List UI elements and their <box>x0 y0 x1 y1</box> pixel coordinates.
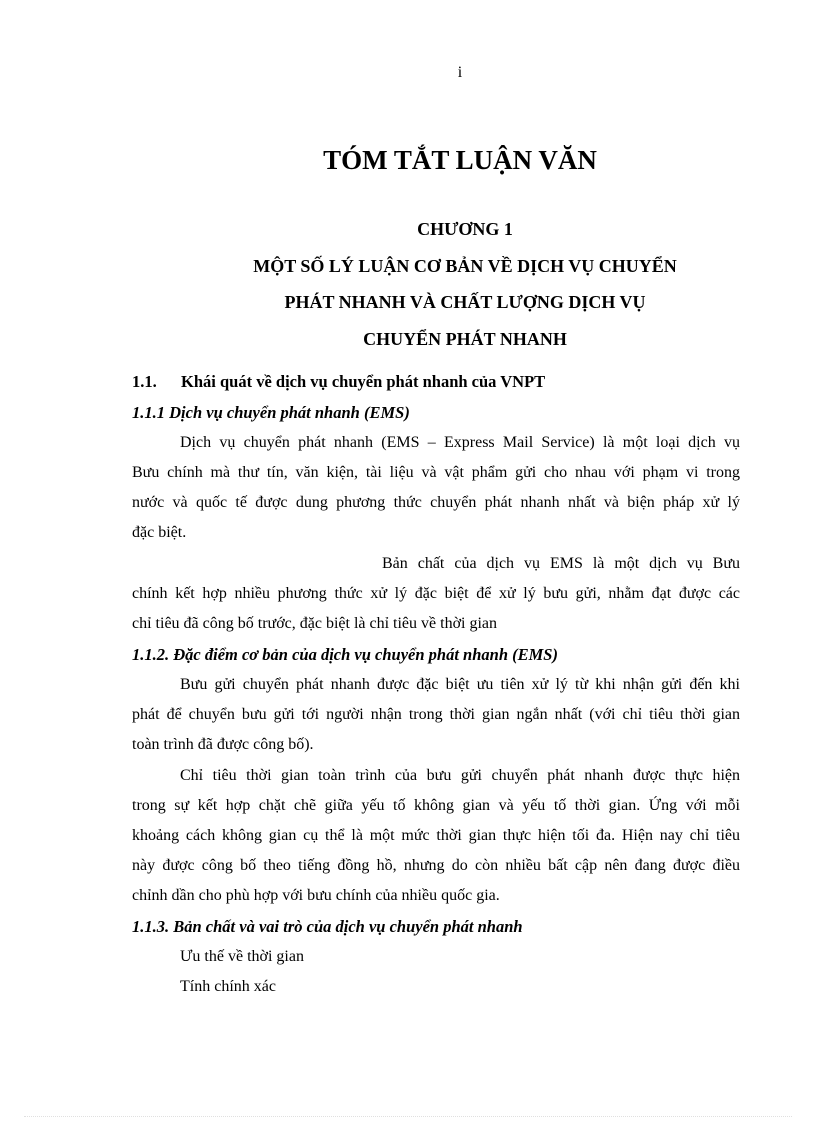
paragraph-line: chỉnh dần cho phù hợp với bưu chính của nhiều quốc gia. <box>132 887 500 904</box>
chapter-title-line-2: PHÁT NHANH VÀ CHẤT LƯỢNG DỊCH VỤ <box>284 292 646 312</box>
paragraph-line: đặc biệt. <box>132 524 187 541</box>
list-item: Tính chính xác <box>180 978 276 995</box>
document-title: TÓM TẮT LUẬN VĂN <box>323 145 597 175</box>
paragraph-line: Chỉ tiêu thời gian toàn trình của bưu gửi chuyển phát nhanh được thực hiện <box>180 767 740 784</box>
paragraph-line: chính kết hợp nhiều phương thức xử lý đặc biệt để xử lý bưu gửi, nhằm đạt được các <box>132 585 740 602</box>
paragraph-line: Dịch vụ chuyển phát nhanh (EMS – Express Mail Service) là một loại dịch vụ <box>180 434 740 451</box>
paragraph-line: phát để chuyển bưu gửi tới người nhận trong thời gian ngắn nhất (với chỉ tiêu thời gian <box>132 706 740 723</box>
section-title-1-1: Khái quát về dịch vụ chuyển phát nhanh của VNPT <box>181 372 546 391</box>
page-bottom-divider <box>24 1116 792 1117</box>
list-item: Ưu thế về thời gian <box>180 948 304 965</box>
paragraph-line: toàn trình đã được công bố). <box>132 736 314 753</box>
page-number: i <box>457 64 463 81</box>
section-number-1-1: 1.1. <box>132 372 157 391</box>
paragraph-line: Bản chất của dịch vụ EMS là một dịch vụ Bưu <box>382 555 740 572</box>
paragraph-line: khoảng cách không gian cụ thể là một mức thời gian thực hiện tối đa. Hiện nay chỉ tiêu <box>132 827 740 844</box>
chapter-title-line-3: CHUYỂN PHÁT NHANH <box>363 329 567 349</box>
subsection-heading-1-1-3: 1.1.3. Bản chất và vai trò của dịch vụ chuyển phát nhanh <box>132 917 523 936</box>
paragraph-line: chỉ tiêu đã công bố trước, đặc biệt là chỉ tiêu về thời gian <box>132 615 498 632</box>
chapter-title-line-1: MỘT SỐ LÝ LUẬN CƠ BẢN VỀ DỊCH VỤ CHUYỂN <box>253 256 677 276</box>
paragraph-line: Bưu gửi chuyển phát nhanh được đặc biệt ưu tiên xử lý từ khi nhận gửi đến khi <box>180 676 740 693</box>
subsection-heading-1-1-2: 1.1.2. Đặc điểm cơ bản của dịch vụ chuyển phát nhanh (EMS) <box>132 645 558 664</box>
chapter-number: CHƯƠNG 1 <box>417 219 513 239</box>
paragraph-line: này được công bố theo tiếng đồng hồ, nhưng do còn nhiều bất cập nên đang được điều <box>132 857 740 874</box>
paragraph-line: nước và quốc tế được dung phương thức chuyển phát nhanh nhất và biện pháp xử lý <box>132 494 740 511</box>
subsection-heading-1-1-1: 1.1.1 Dịch vụ chuyển phát nhanh (EMS) <box>132 403 410 422</box>
paragraph-line: Bưu chính mà thư tín, văn kiện, tài liệu và vật phẩm gửi cho nhau với phạm vi trong <box>132 464 740 481</box>
paragraph-line: trong sự kết hợp chặt chẽ giữa yếu tố không gian và yếu tố thời gian. Ứng với mỗi <box>132 797 740 814</box>
